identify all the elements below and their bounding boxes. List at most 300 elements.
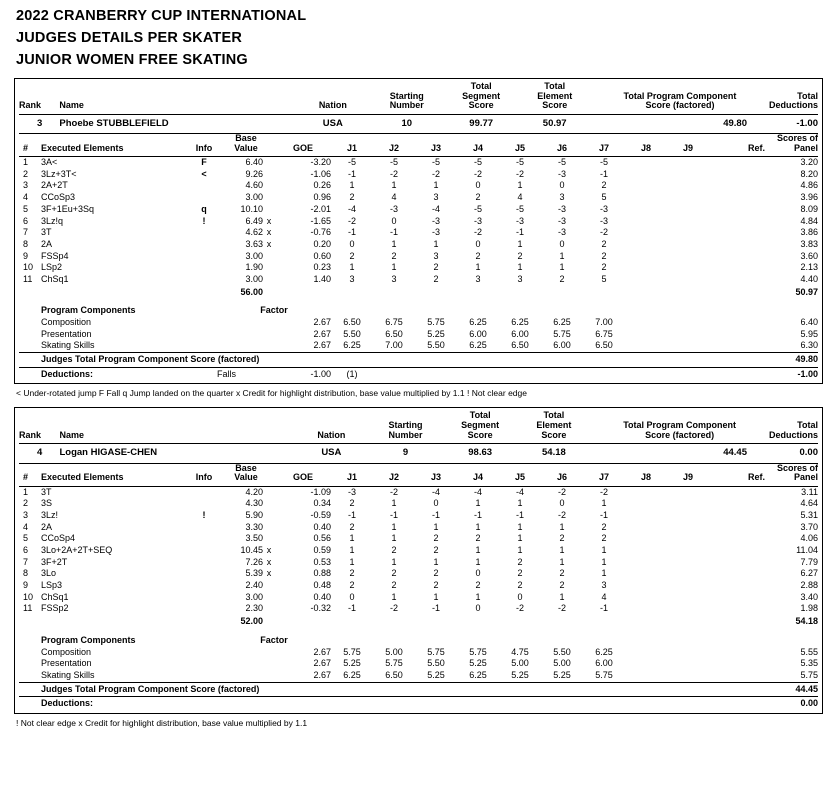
element-bonus-flag: x <box>266 545 272 555</box>
col-ref: Ref. <box>747 472 765 483</box>
element-name: 3Lo <box>41 568 57 579</box>
element-judge-3: 1 <box>433 591 439 602</box>
legend-2: ! Not clear edge x Credit for highlight distribution, base value multiplied by 1.1 <box>16 717 308 728</box>
element-judge-4: 2 <box>475 580 481 591</box>
component-judge-2: 6.50 <box>385 328 403 339</box>
component-judge-3: 5.50 <box>427 340 445 351</box>
element-goe: 0.40 <box>313 521 331 532</box>
element-judge-4: 0 <box>475 238 481 249</box>
element-judge-9 <box>667 180 709 192</box>
component-score: 5.75 <box>800 669 818 680</box>
skater-starting-number: 10 <box>401 117 413 129</box>
col-j6: J6 <box>556 142 567 153</box>
elements-body-1 <box>19 157 818 299</box>
element-name: 3T <box>41 227 52 238</box>
element-judge-8 <box>625 180 667 192</box>
component-judge-6: 5.50 <box>553 646 571 657</box>
element-row <box>19 157 818 169</box>
category-title: JUNIOR WOMEN FREE SKATING <box>16 52 248 68</box>
col-number: # <box>23 472 29 483</box>
element-judge-7: 2 <box>601 238 607 249</box>
element-panel-score: 6.27 <box>800 568 818 579</box>
factor-header: Factor <box>260 634 288 645</box>
component-name: Skating Skills <box>41 340 95 351</box>
element-row <box>19 533 818 545</box>
element-judge-6: 0 <box>559 498 565 509</box>
element-judge-6: 2 <box>559 533 565 544</box>
event-title: 2022 CRANBERRY CUP INTERNATIONAL <box>16 8 307 24</box>
element-judge-9 <box>667 498 709 510</box>
element-panel-score: 7.79 <box>800 556 818 567</box>
skater-total-element-score: 54.18 <box>542 447 566 459</box>
skater-total-deductions: -1.00 <box>796 117 818 129</box>
element-info: F <box>201 157 207 168</box>
element-goe: -1.65 <box>310 215 331 226</box>
component-judge-1: 5.75 <box>343 646 361 657</box>
col-j3: J3 <box>430 472 441 483</box>
element-judge-9 <box>667 262 709 274</box>
element-judge-2: -5 <box>389 157 398 168</box>
col-j7: J7 <box>598 142 609 153</box>
element-number: 9 <box>23 250 29 261</box>
skater-nation: USA <box>321 447 342 459</box>
element-name: 3F+2T <box>41 556 68 567</box>
element-number: 9 <box>23 580 29 591</box>
component-judge-4: 6.25 <box>469 317 487 328</box>
element-number: 1 <box>23 157 29 168</box>
element-judge-8 <box>625 274 667 286</box>
element-base-value: 3.50 <box>245 533 263 544</box>
component-score: 6.30 <box>800 340 818 351</box>
component-judge-8 <box>625 670 667 682</box>
element-bonus-flag: x <box>266 227 272 238</box>
element-name: 3Lo+2A+2T+SEQ <box>41 545 113 555</box>
element-goe: 0.40 <box>313 591 331 602</box>
element-judge-8 <box>625 239 667 251</box>
element-row <box>19 486 818 498</box>
element-info <box>191 522 217 534</box>
component-row <box>19 317 818 329</box>
element-goe: -1.09 <box>310 486 331 497</box>
element-panel-score: 4.86 <box>800 180 818 191</box>
deduction-count <box>331 697 373 711</box>
col-j6: J6 <box>556 472 567 483</box>
element-goe: 0.59 <box>313 545 331 555</box>
component-judge-4: 5.25 <box>469 658 487 669</box>
component-factor: 2.67 <box>313 658 331 669</box>
element-judge-3: -3 <box>431 227 440 238</box>
element-base-value: 5.39 <box>245 568 263 579</box>
element-name: 3F+1Eu+3Sq <box>41 203 95 214</box>
element-judge-4: 1 <box>475 498 481 509</box>
header-total-segment-score: Total Segment Score <box>462 81 501 111</box>
element-info: ! <box>202 215 206 226</box>
deduction-value <box>275 697 331 711</box>
element-judge-6: 2 <box>559 568 565 579</box>
component-judge-2: 6.75 <box>385 317 403 328</box>
component-factor: 2.67 <box>313 646 331 657</box>
element-info <box>191 262 217 274</box>
element-ref <box>709 580 765 592</box>
component-total-row <box>19 353 818 368</box>
element-judge-7: 2 <box>601 180 607 191</box>
component-factor: 2.67 <box>313 317 331 328</box>
element-judge-3: -1 <box>431 603 440 614</box>
element-judge-2: 2 <box>391 580 397 591</box>
element-judge-5: 2 <box>517 580 523 591</box>
element-ref <box>709 192 765 204</box>
components-table-1 <box>19 298 818 381</box>
element-judge-7: 1 <box>601 556 607 567</box>
component-judge-2: 5.75 <box>385 658 403 669</box>
element-bonus-flag: x <box>266 556 272 567</box>
element-panel-score: 11.04 <box>796 545 818 555</box>
element-ref <box>709 522 765 534</box>
report-title: JUDGES DETAILS PER SKATER <box>16 30 243 46</box>
element-judge-8 <box>625 169 667 181</box>
skater-panel-2 <box>14 407 823 713</box>
element-judge-6: 1 <box>559 545 565 555</box>
element-info <box>191 486 217 498</box>
element-judge-7: -5 <box>599 157 608 168</box>
element-judge-3: 2 <box>433 273 439 284</box>
element-judge-1: 2 <box>349 568 355 579</box>
element-judge-6: -2 <box>557 509 566 520</box>
component-judge-5: 5.00 <box>511 658 529 669</box>
element-base-value: 6.40 <box>245 157 263 168</box>
element-row <box>19 180 818 192</box>
element-judge-7: -2 <box>599 227 608 238</box>
element-row <box>19 204 818 216</box>
element-judge-7: 1 <box>601 498 607 509</box>
header-total-element-score: Total Element Score <box>536 410 572 440</box>
header-nation: Nation <box>317 429 346 440</box>
element-panel-score: 3.96 <box>800 192 818 203</box>
element-judge-3: 1 <box>433 521 439 532</box>
element-judge-6: 2 <box>559 580 565 591</box>
component-row <box>19 647 818 659</box>
element-info <box>191 545 217 557</box>
element-goe: -0.59 <box>310 509 331 520</box>
element-judge-9 <box>667 568 709 580</box>
element-judge-5: -4 <box>515 486 524 497</box>
element-judge-7: 1 <box>601 545 607 555</box>
element-judge-1: 1 <box>349 545 355 555</box>
element-panel-score: 2.13 <box>800 262 818 273</box>
base-value-total: 56.00 <box>240 286 263 297</box>
element-judge-7: 2 <box>601 521 607 532</box>
element-judge-1: 1 <box>349 556 355 567</box>
element-judge-2: 2 <box>391 545 397 555</box>
element-judge-1: 3 <box>349 273 355 284</box>
element-base-value: 1.90 <box>245 262 263 273</box>
element-number: 5 <box>23 203 29 214</box>
skater-rank: 4 <box>37 447 43 459</box>
col-info: Info <box>195 142 213 153</box>
element-judge-6: 0 <box>559 238 565 249</box>
element-number: 3 <box>23 180 29 191</box>
element-judge-8 <box>625 580 667 592</box>
element-row <box>19 262 818 274</box>
element-judge-6: -3 <box>557 227 566 238</box>
element-info <box>191 557 217 569</box>
component-judge-6: 6.00 <box>553 340 571 351</box>
element-judge-3: 2 <box>433 262 439 273</box>
element-goe: 0.20 <box>313 238 331 249</box>
element-judge-4: -5 <box>473 203 482 214</box>
elements-total-row <box>19 286 818 299</box>
deductions-row <box>19 367 818 381</box>
element-score-total: 50.97 <box>795 286 818 297</box>
element-name: 3S <box>41 498 53 509</box>
element-judge-3: -5 <box>431 157 440 168</box>
deduction-value: -1.00 <box>310 368 331 379</box>
element-base-value: 4.30 <box>245 498 263 509</box>
element-judge-4: -2 <box>473 168 482 179</box>
element-number: 10 <box>23 262 34 273</box>
skater-total-program-component: 49.80 <box>723 117 747 129</box>
component-judge-3: 5.50 <box>427 658 445 669</box>
element-judge-4: 0 <box>475 603 481 614</box>
component-total-row <box>19 682 818 697</box>
element-row <box>19 192 818 204</box>
element-base-value: 4.62 <box>245 227 263 238</box>
element-judge-5: 1 <box>517 238 523 249</box>
element-judge-6: 1 <box>559 591 565 602</box>
component-judge-7: 7.00 <box>595 317 613 328</box>
element-base-value: 3.00 <box>245 591 263 602</box>
element-judge-8 <box>625 603 667 615</box>
component-judge-6: 5.75 <box>553 328 571 339</box>
element-judge-8 <box>625 533 667 545</box>
element-info <box>191 568 217 580</box>
element-judge-5: 1 <box>517 521 523 532</box>
element-judge-8 <box>625 227 667 239</box>
component-judge-8 <box>625 317 667 329</box>
element-info <box>191 274 217 286</box>
element-bonus-flag <box>263 498 275 510</box>
element-row <box>19 545 818 557</box>
element-ref <box>709 216 765 228</box>
deductions-row <box>19 697 818 711</box>
element-row <box>19 274 818 286</box>
component-row <box>19 658 818 670</box>
program-components-title: Program Components <box>41 634 136 645</box>
element-row <box>19 603 818 615</box>
component-judge-5: 6.50 <box>511 340 529 351</box>
element-info: ! <box>202 509 206 520</box>
element-judge-2: 3 <box>391 273 397 284</box>
element-judge-7: -3 <box>599 203 608 214</box>
component-judge-4: 5.75 <box>469 646 487 657</box>
element-judge-4: -3 <box>473 215 482 226</box>
program-components-title: Program Components <box>41 305 136 316</box>
element-name: FSSp4 <box>41 250 69 261</box>
component-factor: 2.67 <box>313 340 331 351</box>
element-row <box>19 169 818 181</box>
element-name: 3T <box>41 486 52 497</box>
elements-header-row <box>19 134 818 155</box>
header-total-program-component: Total Program Component Score (factored) <box>623 420 737 440</box>
element-judge-8 <box>625 486 667 498</box>
component-total-score: 44.45 <box>765 682 818 697</box>
element-name: ChSq1 <box>41 591 69 602</box>
elements-table-1 <box>19 134 818 298</box>
element-info: < <box>201 168 207 179</box>
element-panel-score: 1.98 <box>800 603 818 614</box>
element-number: 4 <box>23 521 29 532</box>
element-panel-score: 3.83 <box>800 238 818 249</box>
element-panel-score: 3.70 <box>800 521 818 532</box>
element-bonus-flag <box>263 522 275 534</box>
component-judge-9 <box>667 670 709 682</box>
element-judge-9 <box>667 251 709 263</box>
col-j1: J1 <box>346 472 357 483</box>
element-judge-2: 4 <box>391 192 397 203</box>
element-judge-7: 2 <box>601 262 607 273</box>
element-judge-8 <box>625 592 667 604</box>
element-name: ChSq1 <box>41 273 69 284</box>
element-judge-3: -4 <box>431 486 440 497</box>
element-judge-9 <box>667 557 709 569</box>
element-info <box>191 580 217 592</box>
component-judge-6: 5.00 <box>553 658 571 669</box>
element-judge-8 <box>625 216 667 228</box>
deduction-total: 0.00 <box>800 698 818 709</box>
element-judge-1: 0 <box>349 238 355 249</box>
component-judge-6: 6.25 <box>553 317 571 328</box>
element-judge-9 <box>667 486 709 498</box>
element-judge-9 <box>667 580 709 592</box>
component-judge-3: 5.75 <box>427 646 445 657</box>
col-j8: J8 <box>640 142 651 153</box>
component-judge-5: 5.25 <box>511 669 529 680</box>
element-judge-4: 0 <box>475 180 481 191</box>
col-j4: J4 <box>472 142 483 153</box>
element-ref <box>709 169 765 181</box>
element-judge-2: 2 <box>391 250 397 261</box>
element-judge-1: -1 <box>347 227 356 238</box>
element-judge-5: 1 <box>517 262 523 273</box>
col-j7: J7 <box>598 472 609 483</box>
col-executed-elements: Executed Elements <box>41 142 124 153</box>
element-goe: 0.56 <box>313 533 331 544</box>
element-judge-2: 1 <box>391 521 397 532</box>
element-judge-2: 1 <box>391 180 397 191</box>
col-executed-elements: Executed Elements <box>41 472 124 483</box>
element-row <box>19 498 818 510</box>
element-base-value: 9.26 <box>245 168 263 179</box>
element-judge-6: 1 <box>559 521 565 532</box>
col-j4: J4 <box>472 472 483 483</box>
component-factor: 2.67 <box>313 328 331 339</box>
element-info <box>191 251 217 263</box>
element-judge-7: 3 <box>601 580 607 591</box>
element-name: 3Lz! <box>41 509 59 520</box>
skater-name: Phoebe STUBBLEFIELD <box>59 117 169 129</box>
col-info: Info <box>195 472 213 483</box>
element-panel-score: 5.31 <box>800 509 818 520</box>
component-judge-2: 6.50 <box>385 669 403 680</box>
element-judge-3: 2 <box>433 533 439 544</box>
element-judge-4: 0 <box>475 568 481 579</box>
element-judge-8 <box>625 204 667 216</box>
skater-rank: 3 <box>37 117 43 129</box>
element-judge-9 <box>667 157 709 169</box>
element-goe: 0.48 <box>313 580 331 591</box>
component-judge-7: 6.00 <box>595 658 613 669</box>
element-judge-1: 1 <box>349 262 355 273</box>
element-judge-6: 2 <box>559 273 565 284</box>
element-judge-3: 3 <box>433 192 439 203</box>
element-judge-4: 1 <box>475 521 481 532</box>
component-judge-7: 6.75 <box>595 328 613 339</box>
component-judge-5: 4.75 <box>511 646 529 657</box>
component-judge-1: 6.50 <box>343 317 361 328</box>
element-name: 3A< <box>41 157 58 168</box>
element-bonus-flag <box>263 204 275 216</box>
component-judge-7: 6.25 <box>595 646 613 657</box>
factor-header: Factor <box>260 305 288 316</box>
element-goe: -2.01 <box>310 203 331 214</box>
header-name: Name <box>59 429 84 440</box>
element-judge-3: -1 <box>431 509 440 520</box>
element-bonus-flag <box>263 510 275 522</box>
skater-summary-table-1 <box>19 82 818 134</box>
col-j9: J9 <box>682 142 693 153</box>
element-judge-9 <box>667 522 709 534</box>
col-goe: GOE <box>292 472 313 483</box>
element-judge-7: -2 <box>599 486 608 497</box>
element-judge-6: 0 <box>559 180 565 191</box>
component-judge-1: 6.25 <box>343 340 361 351</box>
element-judge-4: 2 <box>475 250 481 261</box>
element-ref <box>709 568 765 580</box>
element-goe: 0.88 <box>313 568 331 579</box>
element-number: 7 <box>23 227 29 238</box>
element-number: 8 <box>23 238 29 249</box>
element-goe: -0.32 <box>310 603 331 614</box>
element-judge-5: 3 <box>517 273 523 284</box>
element-judge-5: 1 <box>517 545 523 555</box>
elements-table-2 <box>19 464 818 628</box>
element-judge-1: 1 <box>349 180 355 191</box>
header-name: Name <box>59 100 84 111</box>
element-judge-7: 1 <box>601 568 607 579</box>
element-info <box>191 192 217 204</box>
components-table-2 <box>19 628 818 711</box>
element-ref <box>709 262 765 274</box>
element-judge-5: -3 <box>515 215 524 226</box>
header-total-program-component: Total Program Component Score (factored) <box>623 90 737 111</box>
element-judge-2: -1 <box>389 509 398 520</box>
component-judge-8 <box>625 329 667 341</box>
deductions-label: Deductions: <box>41 698 94 709</box>
component-judge-5: 6.25 <box>511 317 529 328</box>
element-judge-2: 1 <box>391 556 397 567</box>
element-judge-9 <box>667 204 709 216</box>
element-judge-4: -4 <box>473 486 482 497</box>
element-bonus-flag <box>263 251 275 263</box>
skater-total-program-component: 44.45 <box>723 447 747 459</box>
element-bonus-flag <box>263 592 275 604</box>
col-j2: J2 <box>388 472 399 483</box>
deduction-count: (1) <box>346 368 358 379</box>
element-judge-2: -2 <box>389 603 398 614</box>
deductions-label: Deductions: <box>41 368 94 379</box>
element-judge-7: 2 <box>601 533 607 544</box>
base-value-total: 52.00 <box>240 616 263 627</box>
